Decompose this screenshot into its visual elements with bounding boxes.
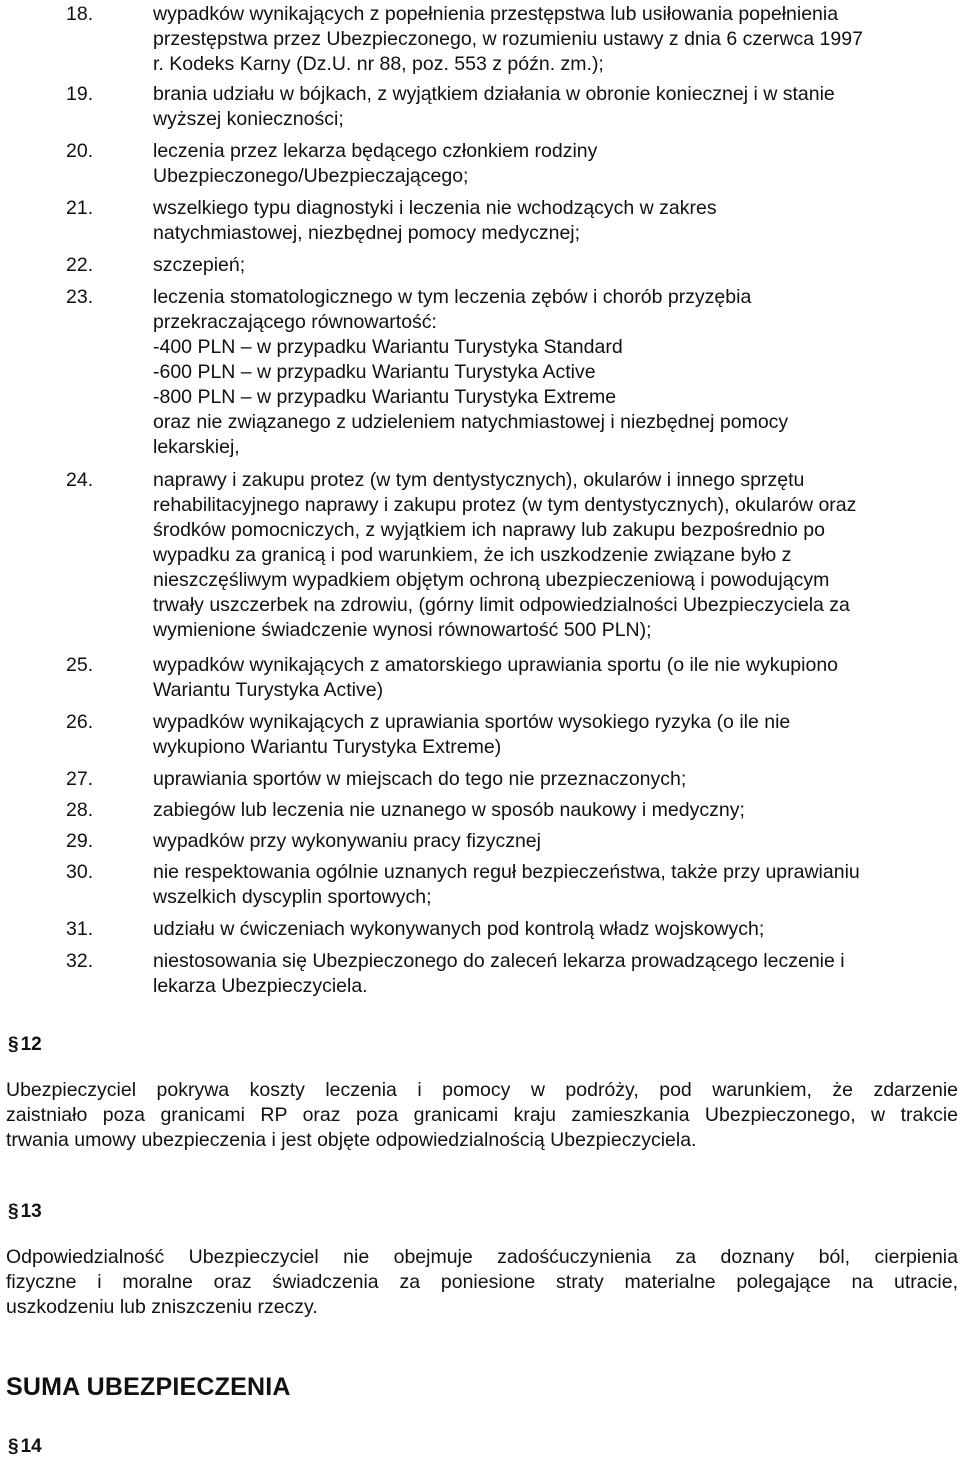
item-number: 19.: [66, 83, 94, 105]
paragraph-line: Odpowiedzialność Ubezpieczyciel nie obejmuje zadośćuczynienia za doznany ból, cierpienia: [6, 1246, 958, 1268]
item-line: natychmiastowej, niezbędnej pomocy medycznej;: [153, 222, 581, 244]
paragraph-line: trwania umowy ubezpieczenia i jest objęte odpowiedzialnością Ubezpieczyciela.: [6, 1129, 697, 1151]
item-text: [153, 253, 943, 278]
item-text: [153, 139, 943, 189]
item-line: szczepień;: [153, 254, 246, 276]
item-line: -800 PLN – w przypadku Wariantu Turystyka Extreme: [153, 386, 617, 408]
item-line: zabiegów lub leczenia nie uznanego w sposób naukowy i medyczny;: [153, 799, 745, 821]
item-line: -600 PLN – w przypadku Wariantu Turystyka Active: [153, 361, 596, 383]
item-line: rehabilitacyjnego naprawy i zakupu protez (w tym dentystycznych), okularów oraz: [153, 494, 857, 516]
item-text: [153, 82, 943, 132]
item-text: [153, 710, 943, 760]
section-paragraph-13: [6, 1245, 958, 1320]
section-number: 12: [20, 1034, 42, 1055]
item-number: 18.: [66, 3, 94, 25]
paragraph-line: Ubezpieczyciel pokrywa koszty leczenia i pomocy w podróży, pod warunkiem, że zdarzenie: [6, 1079, 958, 1101]
item-line: wymienione świadczenie wynosi równowartość 500 PLN);: [153, 619, 652, 641]
item-line: naprawy i zakupu protez (w tym dentystycznych), okularów i innego sprzętu: [153, 469, 805, 491]
item-text: [153, 468, 943, 643]
item-text: [153, 2, 943, 77]
item-number: 29.: [66, 830, 94, 852]
item-number: 26.: [66, 711, 94, 733]
item-line: wypadku za granicą i pod warunkiem, że ich uszkodzenie związane było z: [153, 544, 792, 566]
paragraph-line: fizyczne i moralne oraz świadczenia za poniesione straty materialne polegające na utracie,: [6, 1271, 958, 1293]
item-line: wszelkiego typu diagnostyki i leczenia nie wchodzących w zakres: [153, 197, 717, 219]
item-number: 20.: [66, 140, 94, 162]
sum-insured-heading: SUMA UBEZPIECZENIA: [6, 1373, 291, 1401]
item-number: 21.: [66, 197, 94, 219]
item-line: wypadków wynikających z popełnienia przestępstwa lub usiłowania popełnienia: [153, 3, 839, 25]
item-number: 25.: [66, 654, 94, 676]
item-line: leczenia przez lekarza będącego członkiem rodziny: [153, 140, 598, 162]
item-line: Ubezpieczonego/Ubezpieczającego;: [153, 165, 469, 187]
item-number: 31.: [66, 918, 94, 940]
item-text: [153, 949, 943, 999]
item-line: r. Kodeks Karny (Dz.U. nr 88, poz. 553 z późn. zm.);: [153, 53, 604, 75]
item-line: wykupiono Wariantu Turystyka Extreme): [153, 736, 502, 758]
item-text: [153, 196, 943, 246]
paragraph-line: uszkodzeniu lub zniszczeniu rzeczy.: [6, 1296, 318, 1318]
item-text: [153, 829, 943, 854]
item-number: 24.: [66, 469, 94, 491]
item-text: [153, 653, 943, 703]
item-line: lekarza Ubezpieczyciela.: [153, 975, 368, 997]
item-line: -400 PLN – w przypadku Wariantu Turystyka Standard: [153, 336, 623, 358]
item-line: wypadków wynikających z uprawiania sportów wysokiego ryzyka (o ile nie: [153, 711, 791, 733]
item-line: przekraczającego równowartość:: [153, 311, 437, 333]
item-number: 22.: [66, 254, 94, 276]
item-line: nieszczęśliwym wypadkiem objętym ochroną ubezpieczeniową i powodującym: [153, 569, 830, 591]
item-line: uprawiania sportów w miejscach do tego nie przeznaczonych;: [153, 768, 687, 790]
section-symbol: §: [8, 1436, 19, 1457]
item-text: [153, 917, 943, 942]
item-line: trwały uszczerbek na zdrowiu, (górny limit odpowiedzialności Ubezpieczyciela za: [153, 594, 850, 616]
item-line: nie respektowania ogólnie uznanych reguł bezpieczeństwa, także przy uprawianiu: [153, 861, 860, 883]
item-number: 27.: [66, 768, 94, 790]
section-paragraph-12: [6, 1078, 958, 1153]
item-number: 32.: [66, 950, 94, 972]
item-text: [153, 860, 943, 910]
item-line: Wariantu Turystyka Active): [153, 679, 384, 701]
item-text: [153, 798, 943, 823]
item-line: środków pomocniczych, z wyjątkiem ich naprawy lub zakupu bezpośrednio po: [153, 519, 825, 541]
item-line: brania udziału w bójkach, z wyjątkiem działania w obronie koniecznej i w stanie: [153, 83, 835, 105]
item-line: przestępstwa przez Ubezpieczonego, w rozumieniu ustawy z dnia 6 czerwca 1997: [153, 28, 863, 50]
section-number: 13: [20, 1201, 42, 1222]
section-heading-13: [8, 1201, 42, 1223]
item-text: [153, 285, 943, 460]
item-line: niestosowania się Ubezpieczonego do zaleceń lekarza prowadzącego leczenie i: [153, 950, 845, 972]
item-line: udziału w ćwiczeniach wykonywanych pod kontrolą władz wojskowych;: [153, 918, 765, 940]
section-heading-14: [8, 1436, 42, 1458]
section-number: 14: [20, 1436, 42, 1457]
item-number: 30.: [66, 861, 94, 883]
paragraph-line: zaistniało poza granicami RP oraz poza granicami kraju zamieszkania Ubezpieczonego, w trakcie: [6, 1104, 958, 1126]
item-line: lekarskiej,: [153, 436, 240, 458]
section-heading-12: [8, 1034, 42, 1056]
section-symbol: §: [8, 1201, 19, 1222]
section-symbol: §: [8, 1034, 19, 1055]
item-number: 28.: [66, 799, 94, 821]
item-line: wyższej konieczności;: [153, 108, 344, 130]
item-line: wypadków wynikających z amatorskiego uprawiania sportu (o ile nie wykupiono: [153, 654, 839, 676]
item-number: 23.: [66, 286, 94, 308]
item-line: wszelkich dyscyplin sportowych;: [153, 886, 432, 908]
item-line: leczenia stomatologicznego w tym leczenia zębów i chorób przyzębia: [153, 286, 752, 308]
item-line: oraz nie związanego z udzieleniem natychmiastowej i niezbędnej pomocy: [153, 411, 789, 433]
item-line: wypadków przy wykonywaniu pracy fizycznej: [153, 830, 541, 852]
item-text: [153, 767, 943, 792]
